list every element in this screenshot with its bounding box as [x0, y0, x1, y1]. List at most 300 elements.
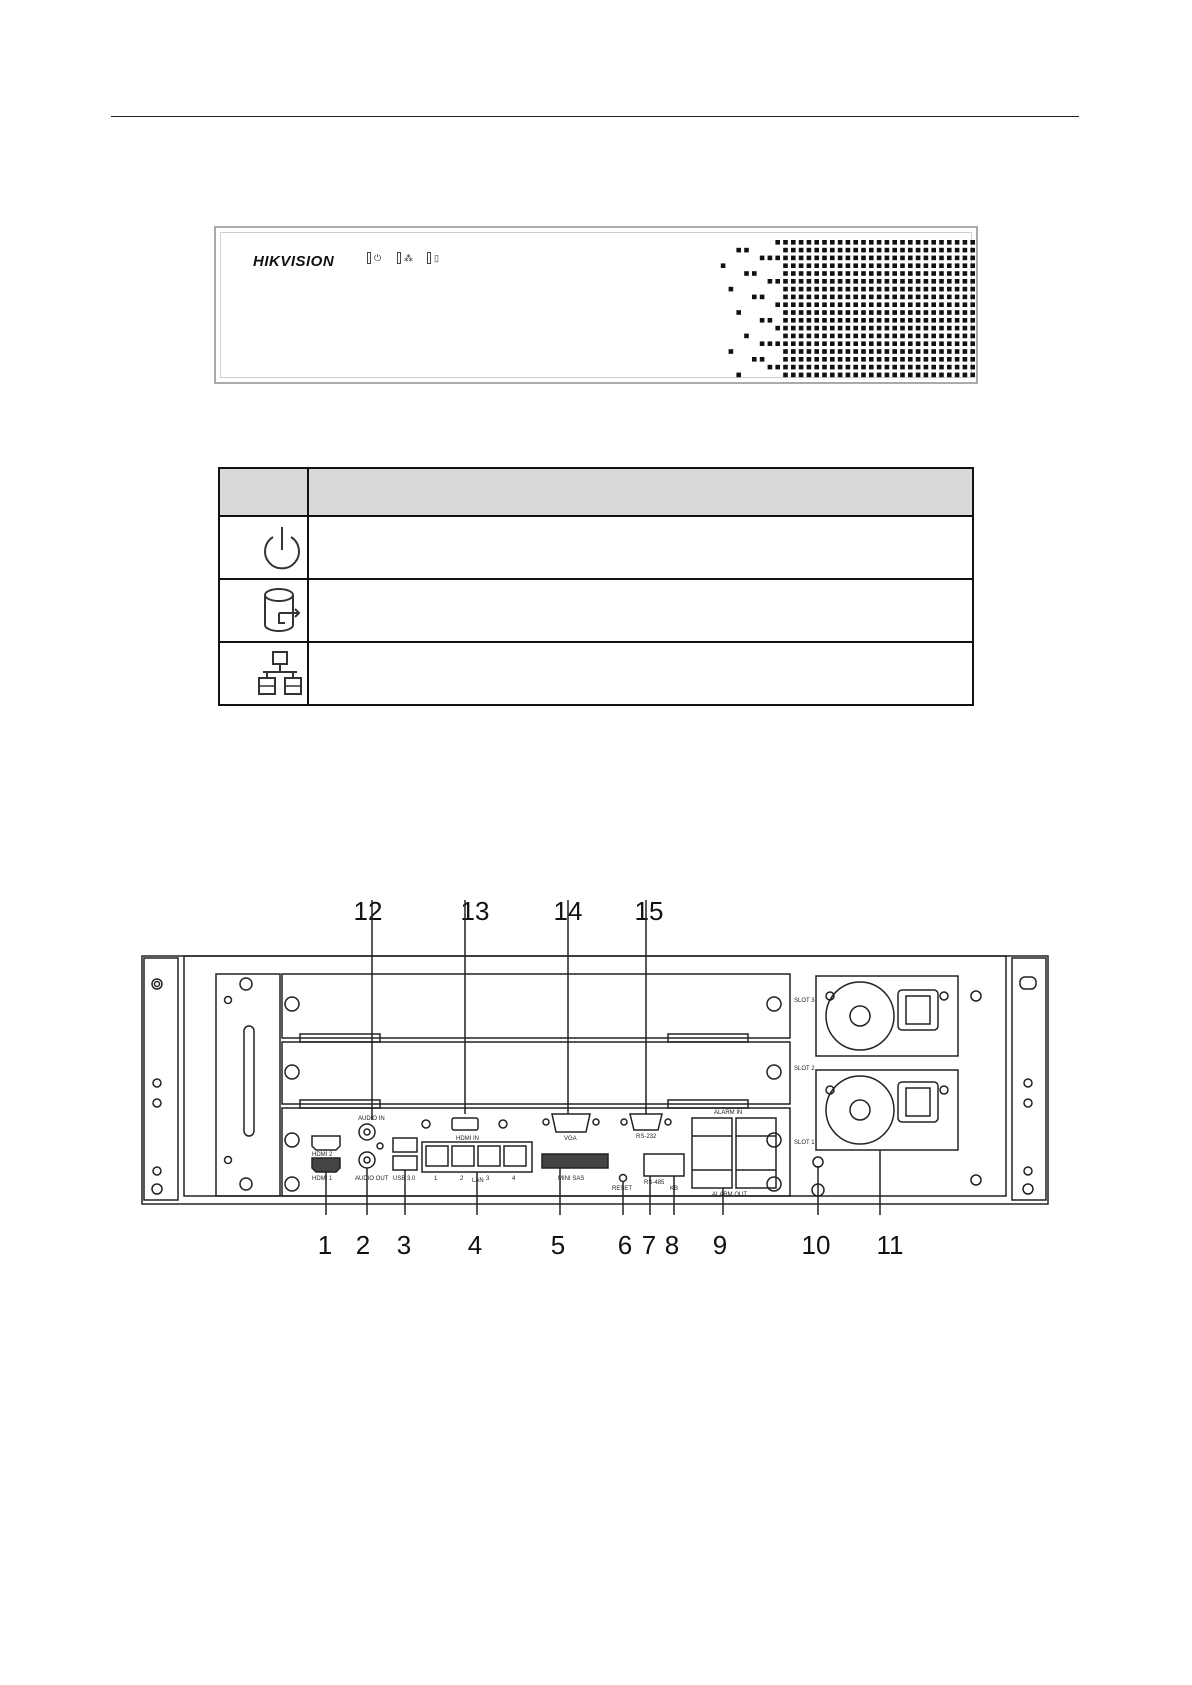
vent-dot	[822, 287, 827, 292]
vent-dot	[939, 263, 944, 268]
vent-dot	[916, 287, 921, 292]
vent-dot	[892, 295, 897, 300]
vent-dot	[846, 373, 851, 378]
vent-dot	[939, 341, 944, 346]
vent-dot	[799, 271, 804, 276]
callout-1: 1	[317, 1230, 333, 1260]
vent-dot	[736, 310, 741, 315]
vent-dot	[916, 365, 921, 370]
vent-dot	[931, 365, 936, 370]
vent-dot	[783, 240, 788, 245]
vent-dot	[885, 349, 890, 354]
vent-dot	[900, 318, 905, 323]
vent-dot	[963, 263, 968, 268]
vent-dot	[869, 271, 874, 276]
callout-2: 2	[355, 1230, 371, 1260]
vent-dot	[853, 310, 858, 315]
vent-dot	[814, 263, 819, 268]
vent-dot	[744, 334, 749, 339]
vent-dot	[853, 365, 858, 370]
vent-dot	[869, 248, 874, 253]
vent-dot	[877, 263, 882, 268]
vent-dot	[838, 256, 843, 261]
vent-dot	[892, 334, 897, 339]
vent-dot	[955, 271, 960, 276]
hdd-icon	[259, 585, 305, 637]
vent-dot	[846, 279, 851, 284]
vent-dot	[807, 302, 812, 307]
vent-dot	[939, 256, 944, 261]
vent-dot	[931, 357, 936, 362]
vent-dot	[838, 240, 843, 245]
vent-dot	[853, 318, 858, 323]
alarm-out-label: ALARM OUT	[712, 1192, 748, 1198]
vent-dot	[846, 240, 851, 245]
hdmi-in-label: HDMI IN	[456, 1136, 479, 1142]
vent-dot	[892, 271, 897, 276]
vent-dot	[924, 365, 929, 370]
vent-dot	[916, 326, 921, 331]
vent-dot	[791, 263, 796, 268]
vent-dot	[947, 240, 952, 245]
callout-12: 12	[353, 896, 383, 926]
vent-dot	[947, 349, 952, 354]
vent-dot	[799, 295, 804, 300]
vent-dot	[838, 271, 843, 276]
vent-dot	[760, 357, 765, 362]
vent-dot	[892, 279, 897, 284]
vent-grille	[709, 237, 977, 383]
vent-dot	[931, 310, 936, 315]
vent-dot	[877, 271, 882, 276]
vent-dot	[916, 263, 921, 268]
vent-dot	[885, 271, 890, 276]
vent-dot	[908, 357, 913, 362]
vent-dot	[736, 248, 741, 253]
vent-dot	[908, 295, 913, 300]
vent-dot	[955, 295, 960, 300]
vent-dot	[768, 279, 773, 284]
vent-dot	[822, 341, 827, 346]
vent-dot	[783, 287, 788, 292]
vent-dot	[955, 279, 960, 284]
vent-dot	[908, 287, 913, 292]
vent-dot	[799, 240, 804, 245]
vent-dot	[861, 341, 866, 346]
vent-dot	[955, 248, 960, 253]
alarm-in-label: ALARM IN	[714, 1110, 743, 1116]
vent-dot	[877, 349, 882, 354]
vent-dot	[853, 279, 858, 284]
vent-dot	[799, 341, 804, 346]
vent-dot	[861, 240, 866, 245]
vent-dot	[791, 279, 796, 284]
vent-dot	[807, 263, 812, 268]
vent-dot	[791, 318, 796, 323]
vent-dot	[955, 302, 960, 307]
vent-dot	[931, 318, 936, 323]
callout-14: 14	[553, 896, 583, 926]
vent-dot	[924, 326, 929, 331]
vent-dot	[838, 302, 843, 307]
vent-dot	[900, 326, 905, 331]
vent-dot	[931, 263, 936, 268]
lan-label: LAN	[472, 1178, 484, 1184]
vent-dot	[924, 287, 929, 292]
vent-dot	[939, 302, 944, 307]
vent-dot	[814, 310, 819, 315]
vent-dot	[939, 248, 944, 253]
vent-dot	[908, 318, 913, 323]
vent-dot	[830, 256, 835, 261]
vent-dot	[721, 263, 726, 268]
vent-dot	[783, 357, 788, 362]
vent-dot	[947, 365, 952, 370]
description-cell	[308, 579, 973, 642]
vent-dot	[783, 248, 788, 253]
vent-dot	[768, 365, 773, 370]
vent-dot	[807, 334, 812, 339]
vent-dot	[900, 349, 905, 354]
vent-dot	[869, 287, 874, 292]
vent-dot	[853, 341, 858, 346]
vent-dot	[877, 365, 882, 370]
vent-dot	[885, 310, 890, 315]
callout-7: 7	[641, 1230, 657, 1260]
vent-dot	[955, 287, 960, 292]
vent-dot	[955, 341, 960, 346]
vent-dot	[916, 357, 921, 362]
vent-dot	[853, 263, 858, 268]
hdd-icon: ▯	[434, 252, 439, 263]
vent-dot	[807, 256, 812, 261]
vent-dot	[924, 295, 929, 300]
vent-dot	[791, 357, 796, 362]
vent-dot	[775, 365, 780, 370]
callout-13: 13	[460, 896, 490, 926]
vent-dot	[791, 256, 796, 261]
vent-dot	[900, 287, 905, 292]
vent-dot	[791, 334, 796, 339]
vent-dot	[799, 279, 804, 284]
vent-dot	[931, 271, 936, 276]
vent-dot	[861, 302, 866, 307]
vent-dot	[791, 365, 796, 370]
vent-dot	[892, 326, 897, 331]
vent-dot	[791, 341, 796, 346]
vent-dot	[814, 365, 819, 370]
vent-dot	[963, 256, 968, 261]
vent-dot	[963, 295, 968, 300]
vent-dot	[814, 302, 819, 307]
vent-dot	[908, 302, 913, 307]
vent-dot	[807, 365, 812, 370]
vent-dot	[931, 287, 936, 292]
vent-dot	[908, 326, 913, 331]
vent-dot	[900, 373, 905, 378]
vent-dot	[838, 263, 843, 268]
vent-dot	[791, 302, 796, 307]
vent-dot	[869, 357, 874, 362]
rs485-label: RS-485	[644, 1180, 665, 1186]
vent-dot	[861, 357, 866, 362]
vent-dot	[830, 302, 835, 307]
vent-dot	[861, 271, 866, 276]
vent-dot	[838, 295, 843, 300]
vent-dot	[807, 357, 812, 362]
description-cell	[308, 516, 973, 579]
vent-dot	[931, 248, 936, 253]
vent-dot	[768, 341, 773, 346]
vent-dot	[939, 310, 944, 315]
vent-dot	[908, 271, 913, 276]
vent-dot	[830, 240, 835, 245]
vent-dot	[822, 373, 827, 378]
vent-dot	[838, 365, 843, 370]
callout-15: 15	[634, 896, 664, 926]
vent-dot	[744, 271, 749, 276]
vent-dot	[931, 279, 936, 284]
vent-dot	[885, 279, 890, 284]
vent-dot	[830, 287, 835, 292]
vent-dot	[861, 287, 866, 292]
vent-dot	[885, 263, 890, 268]
vent-dot	[760, 256, 765, 261]
vent-dot	[830, 349, 835, 354]
vent-dot	[916, 373, 921, 378]
vent-dot	[924, 302, 929, 307]
vent-dot	[970, 287, 975, 292]
vent-dot	[830, 295, 835, 300]
vent-dot	[846, 295, 851, 300]
vent-dot	[885, 334, 890, 339]
vent-dot	[869, 263, 874, 268]
callout-4: 4	[467, 1230, 483, 1260]
vent-dot	[900, 310, 905, 315]
vent-dot	[775, 256, 780, 261]
vent-dot	[892, 287, 897, 292]
vent-dot	[869, 318, 874, 323]
vent-dot	[892, 341, 897, 346]
vent-dot	[830, 271, 835, 276]
vent-dot	[970, 334, 975, 339]
vent-dot	[970, 349, 975, 354]
vent-dot	[783, 349, 788, 354]
vent-dot	[783, 365, 788, 370]
vent-dot	[924, 248, 929, 253]
vent-dot	[853, 349, 858, 354]
lan-port-label: 4	[512, 1176, 516, 1182]
vent-dot	[752, 295, 757, 300]
vent-dot	[931, 256, 936, 261]
vent-dot	[955, 357, 960, 362]
vent-dot	[892, 318, 897, 323]
vent-dot	[955, 240, 960, 245]
vent-dot	[877, 256, 882, 261]
vent-dot	[877, 373, 882, 378]
vent-dot	[846, 318, 851, 323]
vent-dot	[955, 318, 960, 323]
vent-dot	[877, 287, 882, 292]
vent-dot	[931, 341, 936, 346]
vent-dot	[853, 334, 858, 339]
vent-dot	[963, 365, 968, 370]
vent-dot	[791, 326, 796, 331]
vent-dot	[814, 295, 819, 300]
vent-dot	[814, 256, 819, 261]
vent-dot	[799, 302, 804, 307]
network-icon	[255, 648, 305, 700]
vent-dot	[970, 271, 975, 276]
vent-dot	[799, 349, 804, 354]
vent-dot	[931, 334, 936, 339]
vent-dot	[869, 341, 874, 346]
vent-dot	[963, 349, 968, 354]
vent-dot	[947, 279, 952, 284]
vent-dot	[947, 334, 952, 339]
vent-dot	[830, 373, 835, 378]
vent-dot	[822, 357, 827, 362]
vent-dot	[970, 240, 975, 245]
vent-dot	[885, 287, 890, 292]
vent-dot	[885, 373, 890, 378]
vent-dot	[861, 279, 866, 284]
vent-dot	[963, 326, 968, 331]
vent-dot	[814, 287, 819, 292]
vent-dot	[877, 302, 882, 307]
vent-dot	[900, 248, 905, 253]
vent-dot	[924, 271, 929, 276]
vent-dot	[783, 295, 788, 300]
vent-dot	[885, 248, 890, 253]
vent-dot	[822, 365, 827, 370]
vent-dot	[939, 349, 944, 354]
vent-dot	[861, 310, 866, 315]
vent-dot	[783, 326, 788, 331]
vent-dot	[783, 279, 788, 284]
vent-dot	[830, 341, 835, 346]
vent-dot	[814, 318, 819, 323]
vent-dot	[908, 279, 913, 284]
vent-dot	[846, 302, 851, 307]
vent-dot	[807, 240, 812, 245]
header-rule	[111, 116, 1079, 117]
vent-dot	[885, 341, 890, 346]
vent-dot	[970, 365, 975, 370]
vent-dot	[838, 287, 843, 292]
vent-dot	[947, 357, 952, 362]
vent-dot	[838, 349, 843, 354]
vent-dot	[900, 365, 905, 370]
vent-dot	[869, 302, 874, 307]
vent-dot	[869, 240, 874, 245]
vent-dot	[924, 240, 929, 245]
mini-sas-label: MINI SAS	[558, 1176, 585, 1182]
slot2-label: SLOT 2	[794, 1066, 815, 1072]
vent-dot	[931, 295, 936, 300]
vent-dot	[822, 256, 827, 261]
vent-dot	[799, 318, 804, 323]
vent-dot	[807, 287, 812, 292]
vent-dot	[947, 295, 952, 300]
vent-dot	[947, 248, 952, 253]
vent-dot	[830, 263, 835, 268]
vent-dot	[947, 256, 952, 261]
vent-dot	[885, 295, 890, 300]
power-icon: ⏻	[374, 252, 382, 263]
vent-dot	[822, 263, 827, 268]
icon-cell	[219, 579, 308, 642]
vent-dot	[947, 326, 952, 331]
vent-dot	[814, 326, 819, 331]
vent-dot	[861, 256, 866, 261]
vent-dot	[814, 349, 819, 354]
vent-dot	[838, 334, 843, 339]
icon-cell	[219, 642, 308, 705]
vent-dot	[869, 295, 874, 300]
vent-dot	[830, 279, 835, 284]
table-row	[219, 579, 973, 642]
vent-dot	[900, 357, 905, 362]
vent-dot	[947, 263, 952, 268]
vent-dot	[916, 295, 921, 300]
vent-dot	[885, 357, 890, 362]
vent-dot	[846, 263, 851, 268]
vent-dot	[939, 334, 944, 339]
vent-dot	[916, 334, 921, 339]
vent-dot	[892, 349, 897, 354]
vent-dot	[799, 263, 804, 268]
vent-dot	[783, 341, 788, 346]
vent-dot	[924, 341, 929, 346]
vent-dot	[955, 365, 960, 370]
vent-dot	[963, 302, 968, 307]
vent-dot	[791, 373, 796, 378]
vent-dot	[814, 279, 819, 284]
vent-dot	[963, 287, 968, 292]
vent-dot	[861, 349, 866, 354]
vent-dot	[822, 326, 827, 331]
vent-dot	[822, 310, 827, 315]
vent-dot	[885, 302, 890, 307]
vent-dot	[861, 263, 866, 268]
vent-dot	[885, 256, 890, 261]
vent-dot	[760, 295, 765, 300]
vent-dot	[807, 326, 812, 331]
vent-dot	[963, 271, 968, 276]
description-cell	[308, 642, 973, 705]
vent-dot	[877, 248, 882, 253]
vent-dot	[908, 248, 913, 253]
vent-dot	[900, 295, 905, 300]
vent-dot	[853, 240, 858, 245]
vent-dot	[853, 287, 858, 292]
vent-dot	[892, 357, 897, 362]
vent-dot	[877, 334, 882, 339]
vent-dot	[799, 310, 804, 315]
vent-dot	[869, 326, 874, 331]
icon-cell	[219, 516, 308, 579]
vent-dot	[869, 279, 874, 284]
vent-dot	[853, 256, 858, 261]
vent-dot	[939, 279, 944, 284]
vent-dot	[970, 341, 975, 346]
vent-dot	[830, 318, 835, 323]
vent-dot	[807, 310, 812, 315]
vent-dot	[799, 365, 804, 370]
vent-dot	[853, 326, 858, 331]
rear-panel-figure	[140, 900, 1052, 1215]
